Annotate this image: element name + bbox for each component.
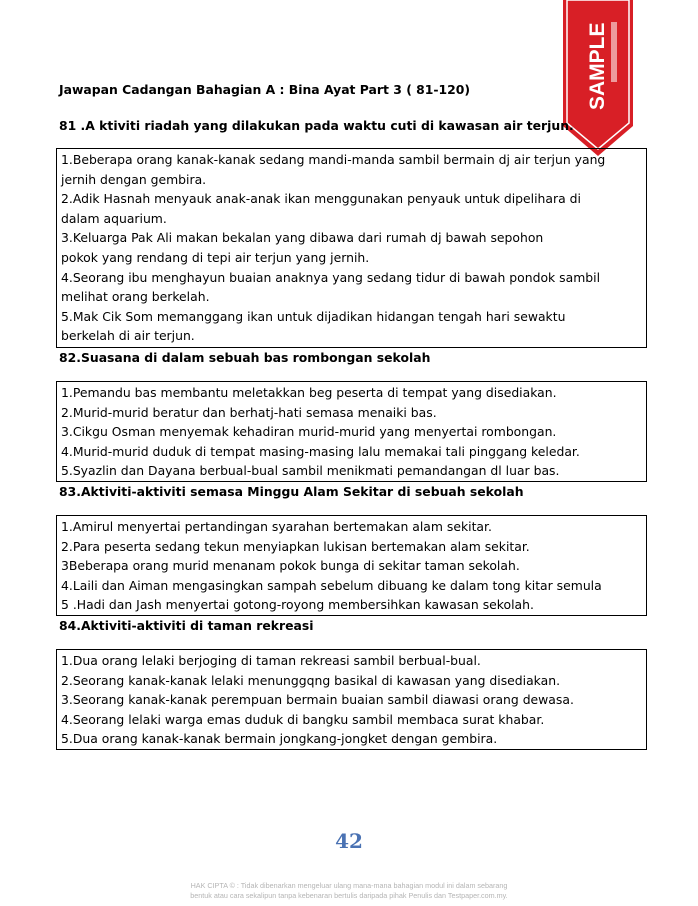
answer-line: dalam aquarium. <box>61 210 167 226</box>
answer-line: 4.Seorang lelaki warga emas duduk di bangku sambil membaca surat khabar. <box>61 711 545 727</box>
answer-box-84 <box>56 649 647 750</box>
answer-line: 2.Seorang kanak-kanak lelaki menunggqng basikal di kawasan yang disediakan. <box>61 672 561 688</box>
answer-line: 3.Keluarga Pak Ali makan bekalan yang dibawa dari rumah dj bawah sepohon <box>61 230 544 246</box>
answer-line: 4.Murid-murid duduk di tempat masing-masing lalu memakai tali pinggang keledar. <box>61 443 580 459</box>
answer-box-81 <box>56 148 647 348</box>
answer-line: 1.Pemandu bas membantu meletakkan beg peserta di tempat yang disediakan. <box>61 385 557 400</box>
sample-watermark-text: SAMPLE <box>586 22 609 110</box>
section-heading-84: 84.Aktiviti-aktiviti di taman rekreasi <box>59 618 314 633</box>
section-heading-83: 83.Aktiviti-aktiviti semasa Minggu Alam Sekitar di sebuah sekolah <box>59 484 524 499</box>
answer-line: 2.Para peserta sedang tekun menyiapkan lukisan bertemakan alam sekitar. <box>61 538 530 554</box>
answer-line: pokok yang rendang di tepi air terjun yang jernih. <box>61 249 370 265</box>
answer-box-82 <box>56 381 647 482</box>
answer-line: jernih dengan gembira. <box>61 171 207 187</box>
answer-line: 3Beberapa orang murid menanam pokok bunga di sekitar taman sekolah. <box>61 558 520 574</box>
answer-line: 5.Syazlin dan Dayana berbual-bual sambil menikmati pemandangan dl luar bas. <box>61 463 560 479</box>
answer-line: 2.Murid-murid beratur dan berhatj-hati semasa menaiki bas. <box>61 404 437 420</box>
answer-line: 3.Cikgu Osman menyemak kehadiran murid-murid yang menyertai rombongan. <box>61 424 557 440</box>
page-number: 42 <box>335 829 363 853</box>
answer-line: 5.Dua orang kanak-kanak bermain jongkang-jongket dengan gembira. <box>61 731 498 747</box>
answer-line: 2.Adik Hasnah menyauk anak-anak ikan menggunakan penyauk untuk dipelihara di <box>61 191 581 207</box>
copyright-line: bentuk atau cara sekalipun tanpa kebenaran bertulis daripada pihak Penulis dan Testpaper.com.my. <box>190 891 508 900</box>
answer-line: 5.Mak Cik Som memanggang ikan untuk dijadikan hidangan tengah hari sewaktu <box>61 308 566 324</box>
answer-line: 5 .Hadi dan Jash menyertai gotong-royong membersihkan kawasan sekolah. <box>61 597 534 613</box>
answer-line: 4.Seorang ibu menghayun buaian anaknya yang sedang tidur di bawah pondok sambil <box>61 269 601 285</box>
answer-line: 4.Laili dan Aiman mengasingkan sampah sebelum dibuang ke dalam tong kitar semula <box>61 577 602 593</box>
answer-box-83 <box>56 515 647 616</box>
answer-line: melihat orang berkelah. <box>61 289 210 305</box>
page-title: Jawapan Cadangan Bahagian A : Bina Ayat Part 3 ( 81-120) <box>59 82 471 97</box>
answer-line: berkelah di air terjun. <box>61 328 195 344</box>
section-heading-81: 81 .A ktiviti riadah yang dilakukan pada waktu cuti di kawasan air terjun. <box>59 118 574 133</box>
answer-line: 1.Dua orang lelaki berjoging di taman rekreasi sambil berbual-bual. <box>61 653 481 668</box>
answer-line: 1.Amirul menyertai pertandingan syarahan bertemakan alam sekitar. <box>61 519 492 534</box>
answer-line: 3.Seorang kanak-kanak perempuan bermain buaian sambil diawasi orang dewasa. <box>61 692 574 708</box>
copyright-line: HAK CIPTA © : Tidak dibenarkan mengeluar ulang mana-mana bahagian modul ini dalam sebarang <box>190 881 508 890</box>
section-heading-82: 82.Suasana di dalam sebuah bas rombongan sekolah <box>59 350 431 365</box>
copyright-footer <box>0 881 698 901</box>
answer-line: 1.Beberapa orang kanak-kanak sedang mandi-manda sambil bermain dj air terjun yang <box>61 152 606 167</box>
